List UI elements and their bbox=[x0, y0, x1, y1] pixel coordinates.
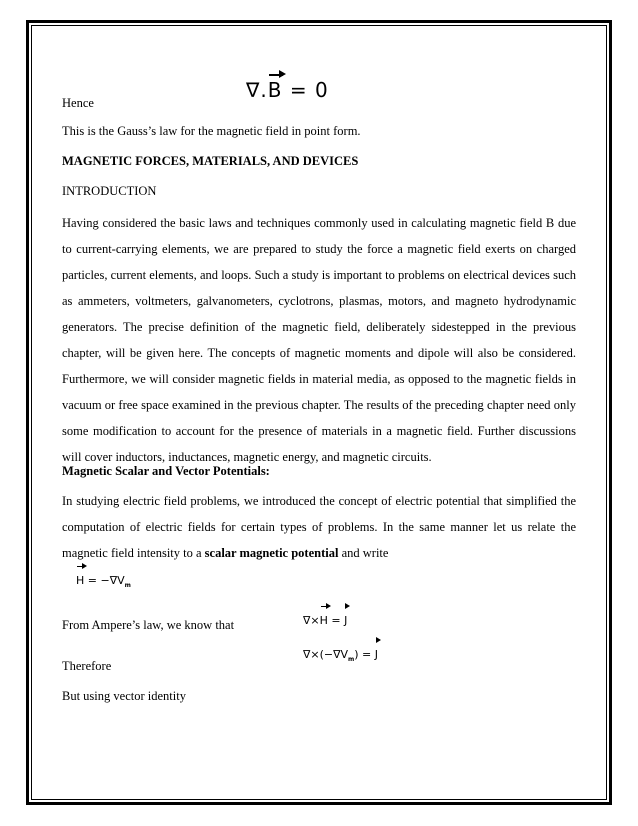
scalar-eq-rhs: = −∇V bbox=[84, 574, 125, 587]
hence-label: Hence bbox=[62, 96, 94, 110]
heading-potentials: Magnetic Scalar and Vector Potentials: bbox=[62, 464, 270, 478]
scalar-eq-vector-h: H bbox=[76, 568, 84, 594]
ampere-law-line: From Ampere’s law, we know that bbox=[62, 618, 235, 632]
heading-introduction: INTRODUCTION bbox=[62, 184, 157, 198]
potentials-text-end: and write bbox=[338, 546, 389, 560]
therefore-eq-lhs: ∇×(−∇V bbox=[303, 648, 348, 661]
introduction-paragraph: Having considered the basic laws and techniques commonly used in calculating magnetic field B due to current-carrying elements, we are prepared to study the force a magnetic field exerts on charged particles, current elements, and loops. Such a study is important to problems on electrical devices such as ammeters, voltmeters, galvanometers, cyclotrons, plasmas, motors, and magneto hydrodynamic generators. The precise definition of the magnetic field, deliberately sidestepped in the previous chapter, will be given here. The concepts of magnetic moments and dipole will also be considered. Furthermore, we will consider magnetic fields in material media, as opposed to the magnetic fields in vacuum or free space examined in the previous chapter. The results of the preceding chapter need only some modification to account for the presence of materials in a magnetic field. Further discussions will cover inductors, inductances, magnetic energy, and magnetic circuits. bbox=[62, 216, 576, 464]
gauss-eq-vector-b: B bbox=[267, 78, 283, 102]
potentials-paragraph bbox=[62, 488, 576, 566]
therefore-equation bbox=[303, 642, 378, 673]
gauss-eq-rhs: = 0 bbox=[282, 78, 329, 102]
therefore-eq-vector-j: J bbox=[375, 642, 378, 668]
ampere-eq-equals: = bbox=[327, 614, 345, 627]
ampere-eq-vector-j: J bbox=[344, 608, 347, 634]
potentials-text: In studying electric field problems, we introduced the concept of electric potential that simplified the computation of electric fields for certain types of problems. In the same manner let us relate the magnetic field intensity to a bbox=[62, 494, 576, 560]
scalar-eq-subscript: m bbox=[124, 582, 131, 589]
ampere-eq-lhs: ∇× bbox=[303, 614, 320, 627]
ampere-equation bbox=[303, 608, 347, 634]
therefore-eq-subscript: m bbox=[347, 656, 355, 663]
heading-magnetic-forces: MAGNETIC FORCES, MATERIALS, AND DEVICES bbox=[62, 154, 359, 168]
scalar-magnetic-potential-term: scalar magnetic potential bbox=[204, 546, 339, 560]
therefore-eq-close: ) = bbox=[354, 648, 375, 661]
therefore-label: Therefore bbox=[62, 659, 112, 673]
scalar-potential-equation bbox=[76, 568, 131, 599]
gauss-law-statement: This is the Gauss’s law for the magnetic field in point form. bbox=[62, 124, 361, 138]
gauss-eq-lhs: ∇. bbox=[246, 78, 268, 102]
gauss-equation bbox=[246, 77, 329, 103]
ampere-eq-vector-h: H bbox=[320, 608, 328, 634]
vector-identity-line: But using vector identity bbox=[62, 689, 186, 703]
